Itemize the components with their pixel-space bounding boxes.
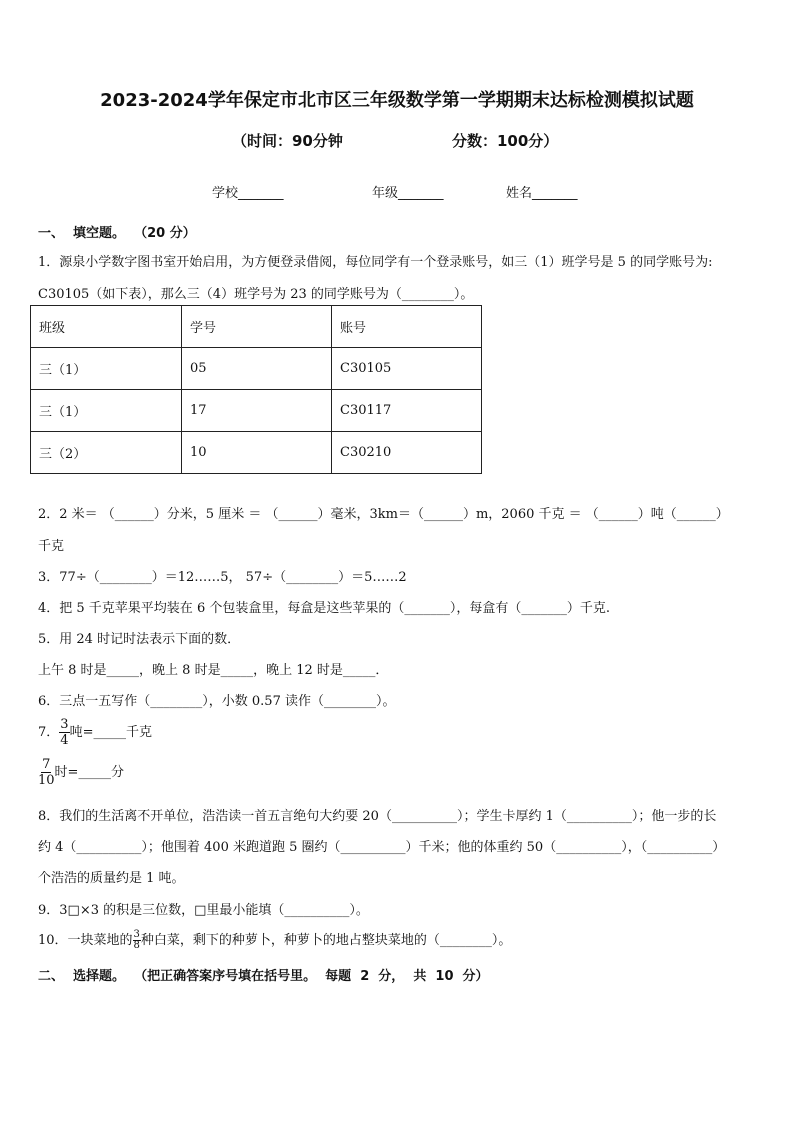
question-7-prefix: 7． — [38, 725, 60, 740]
table-cell: C30117 — [332, 390, 482, 432]
table-cell: 05 — [182, 348, 332, 390]
table-cell: 三（1） — [31, 348, 182, 390]
school-field: 学校_______ — [212, 186, 284, 201]
exam-time: （时间：90分钟 — [232, 132, 343, 150]
grade-field: 年级_______ — [372, 186, 444, 201]
question-10 — [38, 929, 511, 951]
fraction-three-eighths — [133, 930, 141, 951]
question-8-line-1: 8．我们的生活离不开单位，浩浩读一首五言绝句大约要 20（__________）；学生卡厚约 1（__________）；他一步的长 — [38, 809, 717, 824]
question-4: 4．把 5 千克苹果平均装在 6 个包装盒里，每盒是这些苹果的（_______），每盒有（_______）千克. — [38, 601, 610, 616]
account-table — [30, 305, 482, 474]
fraction-denominator: 4 — [60, 733, 69, 748]
question-2-line-2: 千克 — [38, 539, 65, 554]
table-row — [31, 390, 482, 432]
question-1-line-2: C30105（如下表），那么三（4）班学号为 23 的同学账号为（________）。 — [38, 287, 474, 302]
question-3: 3．77÷（________）＝12……5， 57÷（________）＝5……2 — [38, 570, 407, 585]
question-5-line-1: 5．用 24 时记时法表示下面的数． — [38, 632, 241, 647]
table-cell: C30105 — [332, 348, 482, 390]
fraction-three-quarters — [59, 717, 69, 748]
fraction-numerator: 3 — [133, 929, 140, 940]
question-2-line-1: 2．2 米＝ （______）分米，5 厘米 ＝ （______）毫米，3km＝（______）m，2060 千克 ＝ （______）吨（______） — [38, 507, 729, 522]
question-8-line-3: 个浩浩的质量约是 1 吨。 — [38, 871, 185, 886]
fraction-numerator: 7 — [42, 757, 51, 772]
table-cell: 10 — [182, 432, 332, 474]
question-5-line-2: 上午 8 时是_____，晚上 8 时是_____，晚上 12 时是_____． — [38, 663, 389, 678]
table-header-cell: 班级 — [31, 306, 182, 348]
fraction-seven-tenths — [38, 757, 55, 788]
question-10-pre: 10．一块菜地的 — [38, 933, 133, 948]
question-7-text-2: 时=_____分 — [54, 765, 124, 780]
table-cell: C30210 — [332, 432, 482, 474]
table-cell: 17 — [182, 390, 332, 432]
exam-score: 分数：100分） — [452, 132, 559, 150]
fraction-denominator: 8 — [133, 940, 140, 951]
question-6: 6．三点一五写作（________），小数 0.57 读作（________）。 — [38, 694, 396, 709]
name-field: 姓名_______ — [506, 186, 578, 201]
question-8-line-2: 约 4（__________）；他围着 400 米跑道跑 5 圈约（__________）千米；他的体重约 50（__________），（__________） — [38, 840, 726, 855]
table-header-cell: 学号 — [182, 306, 332, 348]
table-header-cell: 账号 — [332, 306, 482, 348]
question-7-line-2 — [38, 757, 124, 788]
table-cell: 三（2） — [31, 432, 182, 474]
table-header-row — [31, 306, 482, 348]
question-10-post: 种白菜，剩下的种萝卜，种萝卜的地占整块菜地的（________）。 — [140, 933, 512, 948]
section-heading-fill-blank: 一、 填空题。 （20 分） — [38, 226, 196, 241]
fraction-denominator: 10 — [38, 773, 55, 788]
exam-title: 2023-2024学年保定市北市区三年级数学第一学期期末达标检测模拟试题 — [100, 90, 694, 111]
fraction-numerator: 3 — [60, 717, 69, 732]
question-7-text-1: 吨=_____千克 — [69, 725, 152, 740]
question-9: 9．3□×3 的积是三位数，□里最小能填（__________）。 — [38, 903, 369, 918]
section-heading-multiple-choice: 二、 选择题。 （把正确答案序号填在括号里。 每题 2 分， 共 10 分） — [38, 969, 489, 984]
table-row — [31, 348, 482, 390]
table-row — [31, 432, 482, 474]
table-cell: 三（1） — [31, 390, 182, 432]
question-7-line-1 — [38, 717, 152, 748]
question-1-line-1: 1．源泉小学数字图书室开始启用，为方便登录借阅，每位同学有一个登录账号，如三（1）班学号是 5 的同学账号为: — [38, 255, 713, 270]
